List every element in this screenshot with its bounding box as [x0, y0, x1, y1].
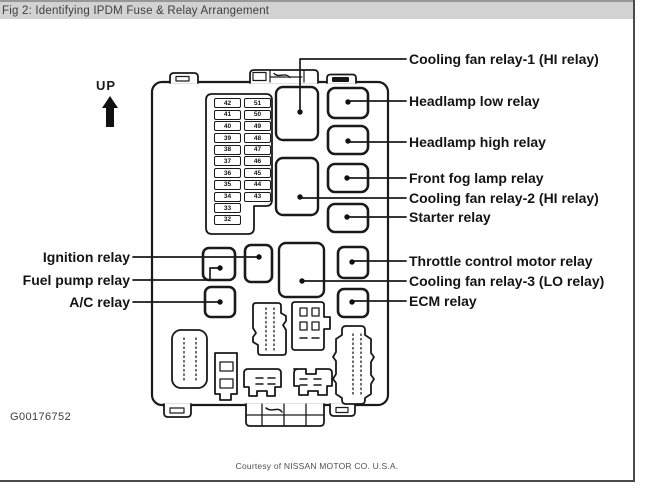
fuse-cell-43: 43: [244, 192, 271, 202]
fuse-cell-37: 37: [214, 156, 241, 166]
fuse-cell-47: 47: [244, 145, 271, 155]
label-cooling-fan-relay-3: Cooling fan relay-3 (LO relay): [409, 273, 605, 289]
fuse-cell-38: 38: [214, 145, 241, 155]
bottom-tabs: [164, 404, 355, 426]
fuse-cell-44: 44: [244, 180, 271, 190]
label-headlamp-high-relay: Headlamp high relay: [409, 134, 546, 150]
fuse-cell-32: 32: [214, 215, 241, 225]
label-front-fog-lamp-relay: Front fog lamp relay: [409, 170, 544, 186]
fuse-cell-51: 51: [244, 98, 271, 108]
label-ignition-relay: Ignition relay: [42, 249, 130, 265]
label-throttle-control-motor-relay: Throttle control motor relay: [409, 253, 593, 269]
page-border-right: [633, 0, 635, 481]
page-border-bottom: [0, 480, 635, 482]
figure-id: G00176752: [10, 411, 72, 423]
fuse-cell-48: 48: [244, 133, 271, 143]
fuse-cell-45: 45: [244, 168, 271, 178]
fuse-cell-50: 50: [244, 110, 271, 120]
top-tabs: [170, 70, 356, 83]
label-cooling-fan-relay-2: Cooling fan relay-2 (HI relay): [409, 190, 599, 206]
label-ecm-relay: ECM relay: [409, 293, 477, 309]
fuse-column-right: [244, 98, 271, 202]
label-cooling-fan-relay-1: Cooling fan relay-1 (HI relay): [409, 51, 599, 67]
fuse-column-left: [214, 98, 241, 225]
label-headlamp-low-relay: Headlamp low relay: [409, 93, 540, 109]
fuse-cell-49: 49: [244, 121, 271, 131]
fuse-cell-46: 46: [244, 156, 271, 166]
fuse-cell-42: 42: [214, 98, 241, 108]
fuse-cell-36: 36: [214, 168, 241, 178]
fuse-cell-40: 40: [214, 121, 241, 131]
up-arrow-icon: [102, 96, 118, 127]
fuse-cell-39: 39: [214, 133, 241, 143]
fuse-cell-34: 34: [214, 192, 241, 202]
up-label: UP: [96, 78, 117, 93]
fuse-cell-41: 41: [214, 110, 241, 120]
courtesy-note: Courtesy of NISSAN MOTOR CO. U.S.A.: [235, 461, 399, 471]
label-starter-relay: Starter relay: [409, 209, 491, 225]
fuse-cell-35: 35: [214, 180, 241, 190]
figure-title: Fig 2: Identifying IPDM Fuse & Relay Arrangement: [2, 5, 270, 17]
label-ac-relay: A/C relay: [69, 294, 130, 310]
fuse-cell-33: 33: [214, 203, 241, 213]
label-fuel-pump-relay: Fuel pump relay: [22, 272, 130, 288]
